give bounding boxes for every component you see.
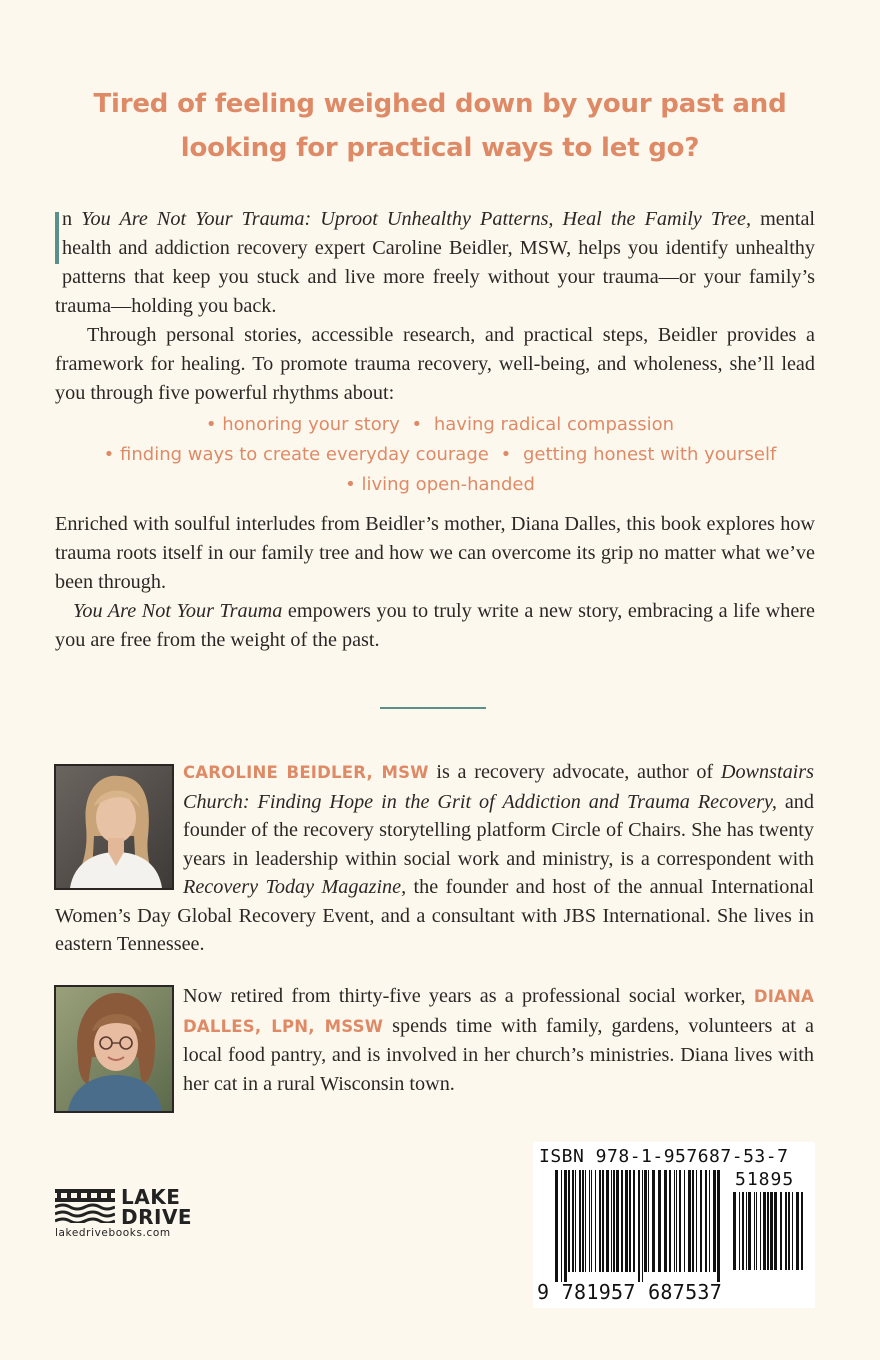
barcode-bar [788,1192,790,1270]
barcode-bar [591,1170,592,1272]
author-bio-diana [55,982,814,1122]
barcode-bars [555,1170,725,1282]
bio-text: is a recovery advocate, author of [428,761,721,783]
rhythms-line-3 [40,470,840,500]
barcode-bar [676,1170,677,1272]
barcode-bar [616,1170,619,1272]
barcode-bar [801,1192,803,1270]
bullet-marker: • [500,444,512,465]
enriched-section [55,510,815,655]
barcode-bar [756,1192,757,1270]
rhythm-item: getting honest with yourself [522,444,777,465]
price-addon-bars [733,1192,809,1282]
enriched-p2-rest: empowers you to truly write a new story, embracing a life where you are free from the weight of the past. [55,600,815,651]
barcode-bar [679,1170,681,1272]
isbn-text: ISBN 978-1-957687-53-7 [539,1146,789,1167]
barcode-bar [595,1170,596,1272]
rhythm-item: finding ways to create everyday courage [120,444,489,465]
bullet-marker: • [103,444,115,465]
isbn-barcode [533,1142,815,1308]
barcode-bar [774,1192,777,1270]
rhythm-item: having radical compassion [433,414,675,435]
barcode-bar [669,1170,671,1272]
rhythm-item: living open-handed [361,474,535,495]
headline [60,82,820,170]
barcode-bar [767,1192,769,1270]
barcode-bar [625,1170,628,1272]
barcode-bar [568,1170,570,1272]
barcode-bar [713,1170,716,1272]
barcode-bar [796,1192,799,1270]
intro-p1-rest: mental health and addiction recovery expert Caroline Beidler, MSW, helps you identify unhealthy patterns that keep you stuck and live more freely without your trauma—or your family’s trauma—holding you back. [55,208,816,317]
barcode-bar [770,1192,773,1270]
barcode-bar [658,1170,661,1272]
bullet-marker: • [205,414,217,435]
barcode-bar [748,1192,751,1270]
bio-text: Now retired from thirty-five years as a professional social worker, [183,985,754,1007]
barcode-bar [754,1192,755,1270]
barcode-bar [621,1170,623,1272]
barcode-bar [705,1170,707,1272]
barcode-bar [652,1170,655,1272]
book-title: Downstairs Church: Finding Hope in the Grit of Addiction and Trauma Recovery, [183,761,814,813]
lake-drive-mark-icon [55,1189,115,1223]
headline-line-1: Tired of feeling weighed down by your past and [93,89,787,119]
publisher-url: lakedrivebooks.com [55,1227,171,1239]
barcode-bar [589,1170,590,1272]
enriched-paragraph-1: Enriched with soulful interludes from Beidler’s mother, Diana Dalles, this book explores how trauma roots itself in our family tree and how we can overcome its grip no matter what we’ve been through. [55,513,815,593]
intro-paragraph-2: Through personal stories, accessible research, and practical steps, Beidler provides a framework for healing. To promote trauma recovery, well-being, and wholeness, she’ll lead you through five powerful rhythms about: [55,324,815,404]
barcode-bar [642,1170,643,1282]
publisher-wordmark [121,1187,192,1227]
barcode-bar [763,1192,766,1270]
publisher-word-2: DRIVE [121,1205,193,1229]
barcode-bar [575,1170,576,1272]
book-title: You Are Not Your Trauma: Uproot Unhealthy Patterns, Heal the Family Tree, [81,208,752,230]
intro-p1-start: n [62,208,82,230]
magazine-title: Recovery Today Magazine, [183,876,407,898]
barcode-bar [582,1170,584,1272]
section-divider [380,707,486,709]
barcode-bar [606,1170,609,1272]
bio-text: spends time with family, gardens, volunteers at a local food pantry, and is involved in her church’s ministries. Diana lives with her cat in a rural Wisconsin town. [183,1014,815,1095]
rhythms-line-2 [40,440,840,470]
barcode-bar [611,1170,612,1272]
publisher-logo [55,1187,195,1243]
barcode-bar [561,1170,562,1282]
barcode-bar [792,1192,793,1270]
barcode-bar [709,1170,710,1272]
drop-cap-bar [55,212,59,264]
price-code: 51895 [735,1169,795,1190]
barcode-bar [692,1170,694,1272]
barcode-bar [555,1170,558,1282]
author-name-caroline: CAROLINE BEIDLER, MSW [183,763,429,782]
publisher-word-1: LAKE [121,1185,181,1209]
barcode-bar [688,1170,691,1272]
rhythms-line-1 [40,410,840,440]
barcode-bar [585,1170,586,1272]
barcode-bar [674,1170,675,1272]
barcode-bar [733,1192,736,1270]
barcode-bar [613,1170,615,1272]
intro-paragraph-1 [55,205,815,321]
barcode-bar [579,1170,581,1272]
barcode-bar [602,1170,604,1272]
barcode-bar [760,1192,761,1270]
barcode-bar [746,1192,747,1270]
enriched-paragraph-2 [55,597,815,655]
barcode-bar [780,1192,782,1270]
intro-section [55,205,815,408]
rhythms-list [40,410,840,500]
barcode-bar [742,1192,744,1270]
author-bio-caroline [55,758,814,959]
bullet-marker: • [411,414,423,435]
barcode-bar [572,1170,574,1272]
barcode-bar [638,1170,640,1282]
barcode-bar [717,1170,720,1282]
barcode-bar [599,1170,601,1272]
barcode-bar [648,1170,649,1272]
rhythm-item: honoring your story [222,414,400,435]
author-name-diana: DIANA DALLES, LPN, MSSW [183,987,814,1036]
bullet-marker: • [345,474,356,495]
barcode-bar [564,1170,567,1282]
barcode-bar [785,1192,787,1270]
barcode-digits: 9 781957 687537 [537,1280,723,1304]
barcode-bar [664,1170,667,1272]
barcode-bar [633,1170,635,1272]
barcode-bar [644,1170,647,1272]
bio-text: the founder and host of the annual International Women’s Day Global Recovery Event, and a consultant with JBS International. She lives in eastern Tennessee. [55,876,814,955]
headline-line-2: looking for practical ways to let go? [180,133,700,163]
barcode-bar [696,1170,697,1272]
barcode-bar [739,1192,740,1270]
bio-text: and founder of the recovery storytelling platform Circle of Chairs. She has twenty years in leadership within social work and ministry, is a correspondent with [183,790,814,870]
book-title: You Are Not Your Trauma [73,600,283,622]
barcode-bar [684,1170,685,1272]
barcode-bar [629,1170,631,1272]
barcode-bar [700,1170,702,1272]
